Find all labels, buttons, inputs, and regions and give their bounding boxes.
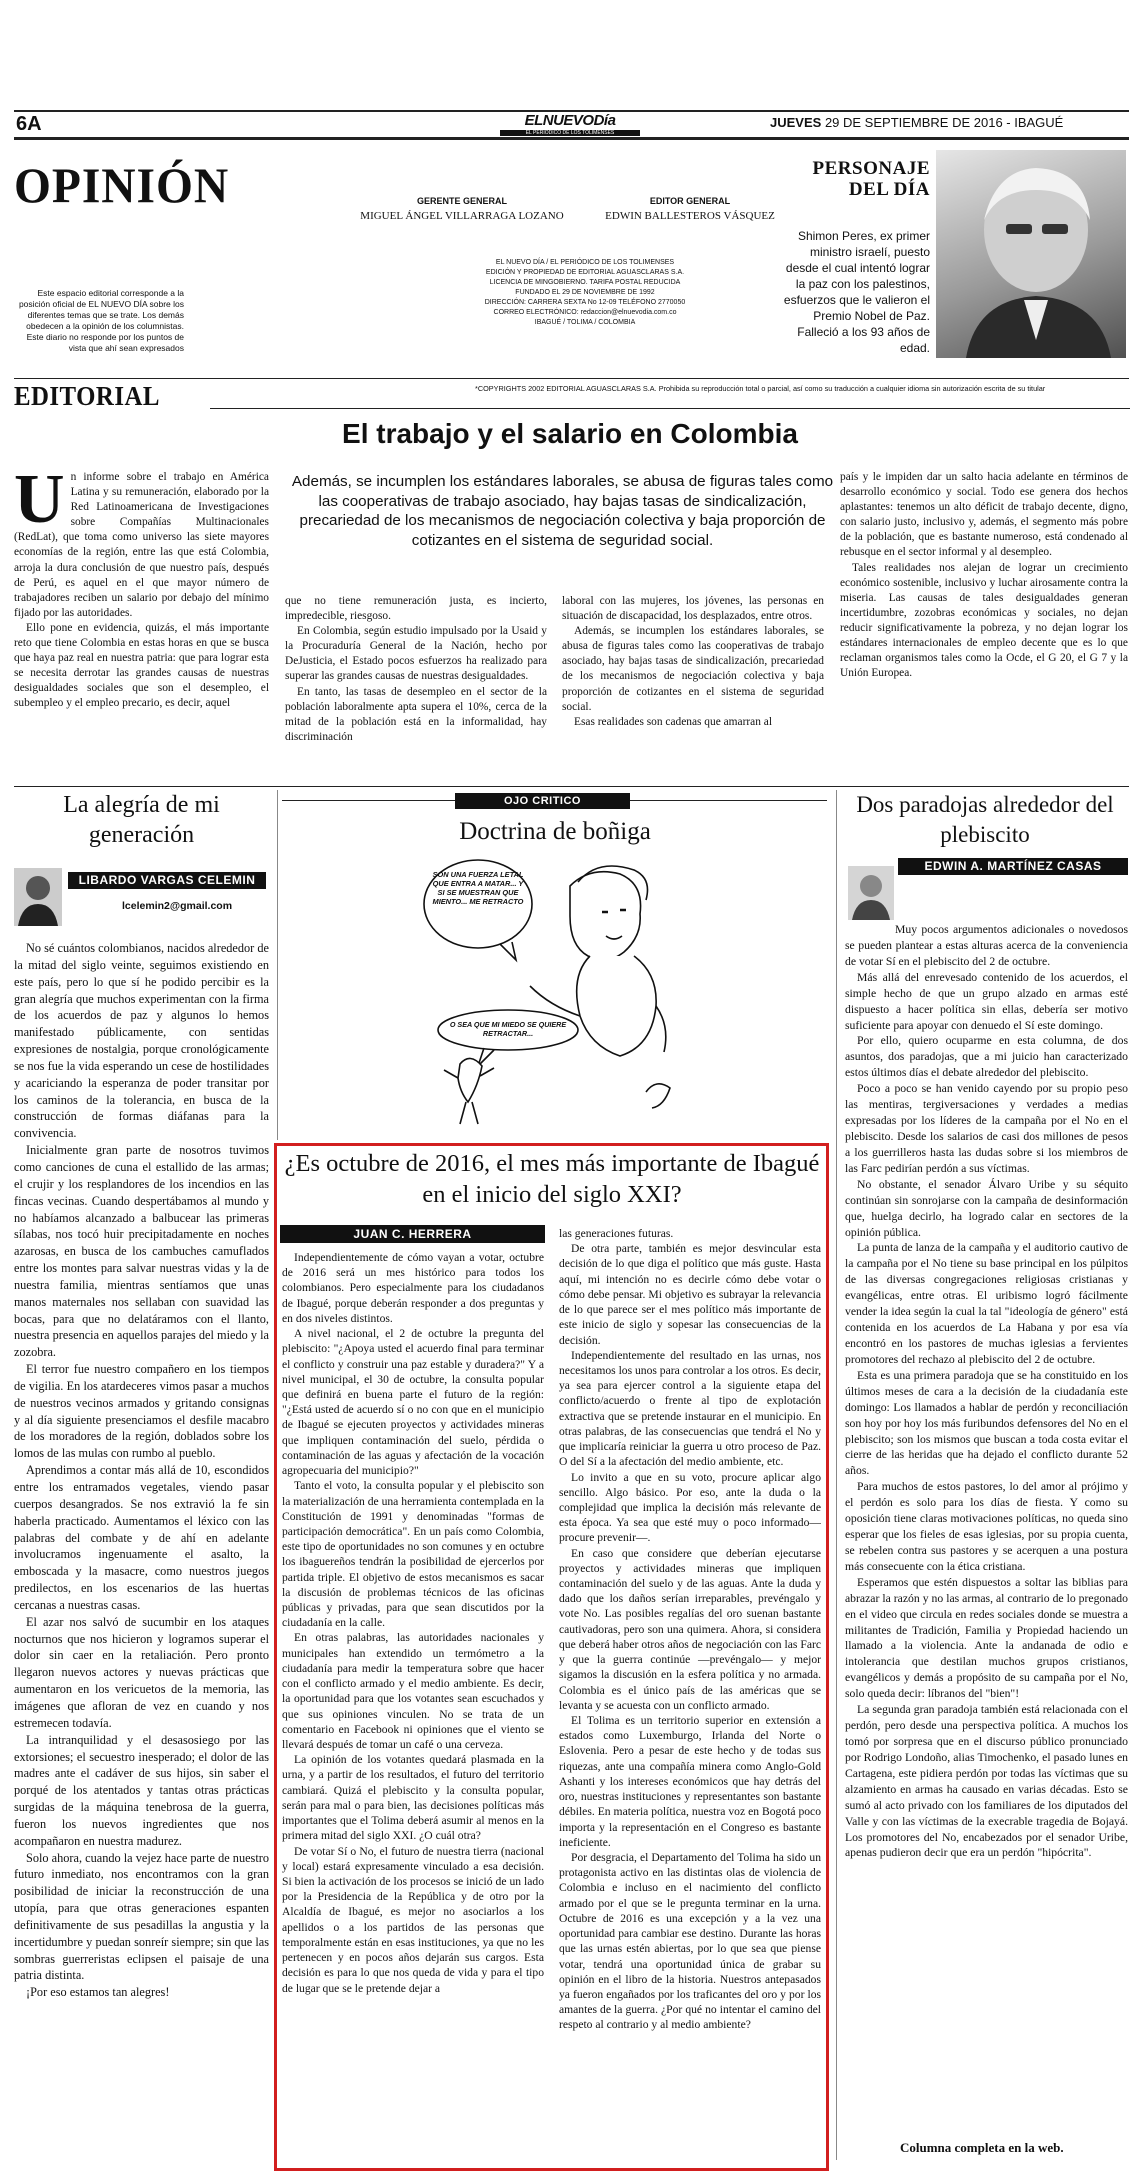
manager-credit: GERENTE GENERAL MIGUEL ÁNGEL VILLARRAGA LOZANO xyxy=(360,196,564,222)
section-title: OPINIÓN xyxy=(14,157,230,213)
editorial-label-row xyxy=(14,381,173,412)
right-column-headline: Dos paradojas alrededor del plebiscito xyxy=(856,792,1114,847)
cartoon-illustration xyxy=(420,856,690,1131)
editorial-col-2: que no tiene remuneración justa, es incierto, impredecible, riesgoso. En Colombia, según estudio impulsado por la Usaid y la Procuraduría General de la Nación, hecho por DeJusticia, el Estado pocos esfuerzos ha realizado para superar las grandes causas de nuestras desigualdades. En tanto, las tasas de desempleo en el sector de la población laboralmente apta supera el 10%, cerca de la mitad de la población está en la informalidad, hay discriminación xyxy=(285,595,547,743)
masthead-rule xyxy=(14,378,1129,379)
header-rule xyxy=(14,137,1129,140)
editorial-headline: El trabajo y el salario en Colombia xyxy=(342,418,798,449)
copyright-notice: *COPYRIGHTS 2002 EDITORIAL AGUASCLARAS S.A. Prohibida su reproducción total o parcial, así como su traducción a cualquier idioma sin autorización escrita de su titular xyxy=(475,384,1046,393)
featured-headline: ¿Es octubre de 2016, el mes más importante de Ibagué en el inicio del siglo XXI? xyxy=(284,1150,820,1208)
editor-credit: EDITOR GENERAL EDWIN BALLESTEROS VÁSQUEZ xyxy=(605,196,775,222)
author-tag-celemin: LIBARDO VARGAS CELEMIN xyxy=(68,872,266,889)
personaje-text: Shimon Peres, ex primer ministro israelí, puesto desde el cual intentó lograr la paz con los palestinos, esfuerzos que le valieron el Premio Nobel de Paz. Falleció a los 93 años de edad. xyxy=(783,229,930,355)
author-tag-martinez: EDWIN A. MARTÍNEZ CASAS xyxy=(898,858,1128,875)
editorial-pullquote: Además, se incumplen los estándares laborales, se abusa de figuras tales como las cooperativas de trabajo asociado, hay bajas tasas de sindicalización, precariedad de los mecanismos de negociación colectiva y baja proporción de cotizantes en el sistema de seguridad social. xyxy=(291,473,834,549)
page-number: 6A xyxy=(16,113,42,135)
divider-left xyxy=(277,790,278,1140)
author-photo-celemin xyxy=(14,868,62,926)
shimon-peres-photo xyxy=(936,150,1126,358)
cartoon-bubble-2: O SEA QUE MI MIEDO SE QUIERE RETRACTAR... xyxy=(449,1020,567,1038)
divider-right xyxy=(836,790,837,2160)
featured-col-2: las generaciones futuras. De otra parte, también es mejor desvincular esta decisión de lo que diga el político que más guste. Hasta aquí, mi intención no es decirle cómo debe votar o cómo debe pensar. Mi objetivo es subrayar la relevancia de lo que parece ser el mes político más importante de este inicio de siglo y sopesar las consecuencias de la decisión. Independientemente del resultado en las urnas, nos necesitamos los unos para controlar a los otros. Es decir, ya sea para ejercer control a la siguiente etapa del conflicto/acuerdo o frente al tipo de explotación extractiva que se pretende instaurar en el municipio. En otras palabras, de las consecuencias que tendrá el No y que implicaría reiniciar la guerra u otro proceso de Paz. O del Sí a la afectación del medio ambiente, etc. Lo invito a que en su voto, procure aplicar algo sencillo. Algo básico. Por eso, ante la duda o la complejidad que implica la decisión más relevante de esta época. Ya sea que esté muy o poco informado—procure prevenir—. En caso que considere que deberían ejecutarse proyectos y actividades mineras que impliquen contaminación del suelo y de las aguas. Ante la duda y dado que los daños serían irreparables, prevéngalo y vote No. Las posibles regalías del oro suenan bastante cautivadoras, pero son una quimera. Ahora, si considera que deberá haber otros años de negociación con las Farc y que la guerra continúe —prevéngalo— y mejor sigamos la discusión en la esfera política y no armada. Colombia es el único país de las américas que se levanta y se acuesta con un conflicto armado. El Tolima es un territorio superior en extensión a estados como Luxemburgo, Irlanda del Norte o Eslovenia. Pero a pesar de este hecho y de todas sus riquezas, ante una compañía minera como Anglo-Gold Ashanti y los intereses económicos que hay detrás del oro, nuestras instituciones y representantes son bastante débiles. En materia política, nuestra voz en Bogotá poco importa y la representación en el Congreso es bastante ineficiente. Por desgracia, el Departamento del Tolima ha sido un protagonista activo en las distintas olas de violencia de Colombia e incluso en el nacimiento del conflicto armado por el que se le pregunta terminar en la urna. Octubre de 2016 es una excepción y a la vez una oportunidad para cambiar ese destino. Durante las horas que las urnas estén abiertas, por lo que sea que piense votar, tendrá una oportunidad única de grabar su opinión en el libro de la historia. Nuestros antepasados ya fueron engañados por los traficantes del oro y por los amantes de la guerra. ¿Por qué no intentar el camino del respeto al contrario y al medio ambiente? xyxy=(559,1227,821,2032)
editorial-col-3: laboral con las mujeres, los jóvenes, las personas en situación de discapacidad, los desplazados, entre otros. Además, se incumplen los estándares laborales, se abusa de figuras tales como las cooperativas de trabajo asociado, hay bajas tasas de sindicalización, precariedad de los mecanismos de negociación colectiva y baja proporción de cotizantes en el sistema de seguridad social. Esas realidades son cadenas que amarran al xyxy=(562,595,824,728)
newspaper-logo: ELNUEVODía EL PERIÓDICO DE LOS TOLIMENSES xyxy=(500,112,640,136)
right-column-body: Muy pocos argumentos adicionales o novedosos se pueden plantear a estas alturas acerca de la conveniencia de votar Sí en el plebiscito del 2 de octubre. Más allá del enrevesado contenido de los acuerdos, el simple hecho de que un grupo alzado en armas esté dispuesto a hacer política sin ellas, debería ser motivo suficiente para apoyar con denuedo el Sí este domingo. Por ello, quiero ocuparme en esta columna, de dos asuntos, dos paradojas, que a mi juicio han caracterizado estos últimos días el debate alrededor del plebiscito. Poco a poco se han venido cayendo por su propio peso las mentiras, tergiversaciones y verdades a medias expresadas por los líderes de la campaña por el No en el plebiscito. Desde los salarios de casi dos millones de pesos a los guerrilleros hasta las dudas sobre si los miembros de las Farc pedirían perdón a sus víctimas. No obstante, el senador Álvaro Uribe y su séquito continúan sin sonrojarse con la campaña de desinformación que, huelga decirlo, ha logrado calar en sectores de la opinión pública. La punta de lanza de la campaña y el auditorio cautivo de la campaña por el No tiene su base principal en los púlpitos de las diversas congregaciones religiosas cristianas y evangélicas, entre otras. El uribismo logró fácilmente vender la idea según la cual la tal "ideología de género" está contenida en los acuerdos de La Habana y por esa vía encontró en los pastores de muchas iglesias a fervientes promotores del rechazo al plebiscito del 2 de octubre. Esta es una primera paradoja que se ha constituido en los últimos meses de cara a la decisión de la ciudadanía este domingo: Los llamados a hablar de perdón y reconciliación son hoy por hoy los más furibundos defensores del No en el plebiscito; son los mismos que buscan a toda costa evitar el cierre de las heridas que ha dejado el conflicto durante 52 años. Para muchos de estos pastores, lo del amor al prójimo y el perdón es solo para los días de fiesta. Y como su oposición tiene claras motivaciones políticas, no queda sino esperar que los fieles de esas iglesias, por su propia cuenta, se rebelen contra sus pastores y se acerquen a una postura más consecuente con la ética cristiana. Esperamos que estén dispuestos a soltar las biblias para abrazar la razón y no las armas, al contrario de lo pregonado en el video que circula en redes sociales donde se muestra a militantes de Tradición, Familia y Propiedad haciendo un llamado a la violencia. Ante la andanada de odio e intolerancia que destilan muchos grupos cristianos, evangélicos y demás a propósito de su campaña por el No, solo queda decir: líbranos del "bien"! La segunda gran paradoja también está relacionada con el perdón, pero desde una perspectiva política. A muchos los tomó por sorpresa que en el discurso público pronunciado por Rodrigo Londoño, alias Timochenko, el pasado lunes en Cartagena, este pidiera perdón por todas las víctimas que su alzamiento en armas ha causado en varias décadas. Esto se sumó al acto privado con los familiares de los diputados del Valle y con las víctimas de la execrable tragedia de Bojayá. Los promotores del No, encabezados por el senador Uribe, apenas pudieron decir que era un perdón "hipócrita". xyxy=(845,923,1128,1860)
editorial-col-1: U n informe sobre el trabajo en América Latina y su remuneración, elaborado por la Red Latinoamericana de Investigaciones sobre Compañías Multinacionales (RedLat), que toma como universo las siete mayores economías de la región, entre las que está Colombia, arroja la dura conclusión de que nuestro país, después de Perú, es aquel en el que mayor número de trabajadores reciben un salario por debajo del mínimo fijado por las autoridades. Ello pone en evidencia, quizás, el más importante reto que tiene Colombia en estas horas en que se busca que haya paz real en nuestra patria: que para lograr esta se necesita derrotar las grandes causas de nuestras desigualdades sociales que son el desempleo, el subempleo y el empleo precario, es decir, aquel xyxy=(14,470,269,710)
left-column-headline: La alegría de mi generación xyxy=(63,792,220,848)
author-email: lcelemin2@gmail.com xyxy=(122,900,233,912)
ojo-critico-tag: OJO CRITICO xyxy=(455,793,630,809)
author-photo-martinez xyxy=(848,866,894,920)
left-column-body: No sé cuántos colombianos, nacidos alrededor de la mitad del siglo veinte, seguimos existiendo en este país, pero lo que sí he podido percibir es la gran alegría que muchos experimentan con la firma de los acuerdos de paz y algunos lo hemos manifestado públicamente, con sentidas expresiones de nostalgia, porque cronológicamente se nos fue la vida esperando un cese de hostilidades y acariciando la esperanza de poder transitar por los caminos de la tolerancia, en busca de la construcción de formas diáfanas para la convivencia. Inicialmente gran parte de nosotros tuvimos como canciones de cuna el estallido de las armas; el crujir y los resplandores de los incendios en las fincas vecinas. Cuando despertábamos al mundo y no habíamos alcanzado a balbucear las primeras sílabas, nos tocó huir precipitadamente en noches azarosas, en busca de los cambuches camuflados entre los montes para salvar nuestras vidas y la de nuestra familia, mientras sentíamos que unas manos maternales nos sellaban con suavidad las bocas, para que no delatáramos con el llanto, nuestra presencia en aquellos parajes del miedo y la zozobra. El terror fue nuestro compañero en los tiempos de vigilia. En los atardeceres vimos pasar a muchos de nuestros vecinos armados y gritando consignas y al día siguiente presenciamos el desfile macabro de los moradores de la región, doblados sobre los lomos de las mulas con rumbo al pueblo. Aprendimos a contar más allá de 10, escondidos entre los entramados vegetales, viendo pasar cuerpos desangrados. Se nos extravió la fe sin haberla practicado. Aumentamos el léxico con las palabras del combate y de ahí en adelante involucramos ingenuamente el asalto, la emboscada y la masacre, como nuestros juegos predilectos, en los escenarios de las huertas cercanas a nuestras casas. El azar nos salvó de sucumbir en los ataques nocturnos que nos hicieron y logramos superar el dolor sin caer en la retaliación. Pero pronto llegaron nuevos actores y nuevas prácticas que aumentaron en los vericuetos de la memoria, las imágenes que afloran de vez en cuando y nos estremecen todavía. La intranquilidad y el desasosiego por las extorsiones; el secuestro inesperado; el dolor de las madres ante el cadáver de sus hijos, sin saber el porqué de los atentados y tantas otras prácticas surgidas de la máquina tenebrosa de la guerra, fueron los nuevos ingredientes que nos acompañaron en nuestra madurez. Solo ahora, cuando la vejez hace parte de nuestro futuro inmediato, nos encontramos con la gran posibilidad de iniciar la reconstrucción de una utopía, para que otras generaciones espanten definitivamente de sus pesadillas la angustia y la incertidumbre y puedan sonreír siempre; sin que las sombras guerreristas eclipsen el paisaje de una patria distinta. ¡Por eso estamos tan alegres! xyxy=(14,941,269,2000)
editorial-bottom-rule xyxy=(14,786,1129,787)
editorial-rule xyxy=(210,408,1130,409)
editorial-label: EDITORIAL xyxy=(14,381,160,411)
issue-date: JUEVES 29 DE SEPTIEMBRE DE 2016 - IBAGUÉ xyxy=(770,115,1064,130)
personaje-title: PERSONAJE DEL DÍA xyxy=(812,158,930,200)
drop-cap: U xyxy=(14,470,65,538)
cartoon-bubble-1: SON UNA FUERZA LETAL QUE ENTRA A MATAR... Y SI SE MUESTRAN QUE MIENTO... ME RETRACTO xyxy=(432,870,524,906)
editorial-col-4: país y le impiden dar un salto hacia adelante en términos de desarrollo económico y social. Todo ese genera dos hechos aplastantes: tenemos un alto déficit de trabajo decente, digno, con salario justo, inclusivo y, además, el segmento más pobre de la población, que es bastante numeroso, está condenado al rebusque en el sector informal y al desempleo. Tales realidades nos alejan de lograr un crecimiento económico sostenible, inclusivo y luchar airosamente contra la miseria. Las causas de tales desigualdades generan incertidumbre, zozobras económicas y sociales, no dejan reducir significativamente la pobreza, y no dejan lograr los estándares internacionales de empleo decente que es lo que reclaman organismos tales como la Ocde, el G 20, el G 7 y la Unión Europea. xyxy=(840,471,1128,680)
editorial-disclaimer: Este espacio editorial corresponde a la posición oficial de EL NUEVO DÍA sobre los diferentes temas que se trate. Los demás obedecen a la opinión de los columnistas. Este diario no responde por los puntos de vista que ahí sean expresados xyxy=(18,288,184,353)
author-tag-herrera: JUAN C. HERRERA xyxy=(280,1225,545,1243)
column-continues-note: Columna completa en la web. xyxy=(900,2140,1064,2155)
cartoon-headline: Doctrina de boñiga xyxy=(459,818,651,845)
publisher-info: EL NUEVO DÍA / EL PERIÓDICO DE LOS TOLIMENSES EDICIÓN Y PROPIEDAD DE EDITORIAL AGUASCLARAS S.A. LICENCIA DE MINGOBIERNO. TARIFA POSTAL REDUCIDA FUNDADO EL 29 DE NOVIEMBRE DE 1992 DIRECCIÓN: CARRERA SEXTA No 12-09 TELÉFONO 2770050 CORREO ELECTRÓNICO: redaccion@elnuevodia.com.co IBAGUÉ / TOLIMA / COLOMBIA xyxy=(484,259,686,326)
featured-col-1: Independientemente de cómo vayan a votar, octubre de 2016 será un mes histórico para todos los colombianos. Pero especialmente para los ciudadanos de Ibagué, porque deberán responder a dos preguntas y en dos niveles distintos. A nivel nacional, el 2 de octubre la pregunta del plebiscito: "¿Apoya usted el acuerdo final para terminar el conflicto y construir una paz estable y duradera?" Y a nivel municipal, el 30 de octubre, la consulta popular que definirá en buena parte el futuro de la región: "¿Está usted de acuerdo sí o no con que en el municipio de Ibagué se ejecuten proyectos y actividades mineras que impliquen contaminación del suelo, pérdida o contaminación de las aguas y afectación de la vocación agropecuaria del municipio?" Tanto el voto, la consulta popular y el plebiscito son la materialización de una herramienta contemplada en la Constitución de 1991 y denominadas "formas de participación democrática". En un país como Colombia, este tipo de oportunidades no son comunes y en octubre los ibaguereños tendrán la posibilidad de ejercerlos por partida triple. El objetivo de estos mecanismos es sacar la discusión de problemas técnicos de las oficinas públicas y privadas, para que sean discutidos por la ciudadanía en la calle. En otras palabras, las autoridades nacionales y municipales han extendido un termómetro a la ciudadanía para medir la temperatura sobre que hacer con el conflicto armado y el medio ambiente. Es decir, la oportunidad para que los votantes sean escuchados y que sus opiniones vinculen. No se trata de un comentario en Facebook ni opiniones que el viento se llevará después de tomar un café o una cerveza. La opinión de los votantes quedará plasmada en la urna, y a partir de los resultados, el futuro del territorio cambiará. Quizá el plebiscito y la consulta popular, serán para mal o para bien, las decisiones políticas más importantes que el Tolima deberá asumir al menos en la primera mitad del siglo XXI. ¿O cuál otra? De votar Sí o No, el futuro de nuestra tierra (nacional y local) estará expresamente vinculado a esa decisión. Si bien la activación de los procesos se inició de un lado por la Presidencia de la República y de otro por la Alcaldía de Ibagué, es mejor no asociarlos a los apellidos o a los partidos de las personas que temporalmente están en esas instituciones, ya que no les pertenecen y en pocos años dejarán sus cargos. Esta decisión es para lo que nos queda de vida y para el tipo de lugar que se le pretende dejar a xyxy=(282,1251,544,1995)
